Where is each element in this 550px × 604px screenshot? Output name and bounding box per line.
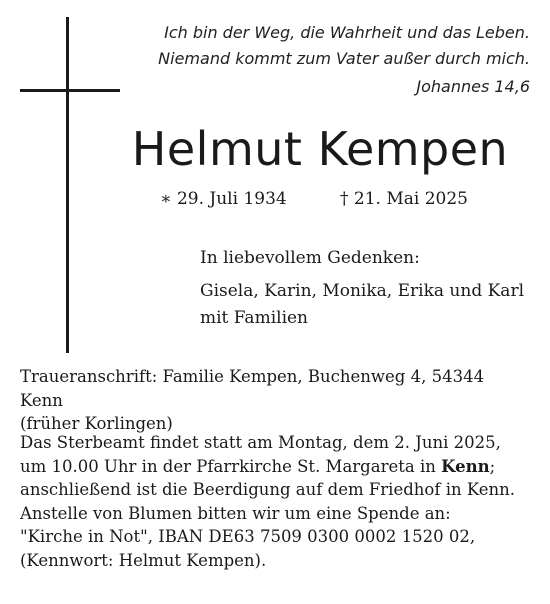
birth-date: ∗ 29. Juli 1934 [160, 189, 287, 209]
deceased-name: Helmut Kempen [131, 122, 509, 176]
mourning-address [20, 365, 530, 436]
memorial-heading: In liebevollem Gedenken: [200, 248, 420, 268]
donation-line-1: Anstelle von Blumen bitten wir um eine Spende an: [20, 503, 451, 523]
service-info [20, 431, 530, 572]
verse-line-2: Niemand kommt zum Vater außer durch mich. [158, 49, 530, 68]
mourners-line-2: mit Familien [200, 308, 309, 328]
funeral-line-2-text: um 10.00 Uhr in der Pfarrkirche St. Margareta in [20, 456, 442, 476]
cross-vertical-bar [66, 17, 69, 353]
death-date: † 21. Mai 2025 [340, 189, 468, 209]
address-line-1: Traueranschrift: Familie Kempen, Buchenweg 4, 54344 Kenn [20, 367, 485, 410]
verse-line-1: Ich bin der Weg, die Wahrheit und das Leben. [164, 23, 530, 42]
funeral-line-2 [20, 455, 530, 479]
funeral-location-bold: Kenn [441, 456, 490, 476]
donation-line-2: "Kirche in Not", IBAN DE63 7509 0300 0002 1520 02, [20, 527, 476, 546]
funeral-line-3: anschließend ist die Beerdigung auf dem Friedhof in Kenn. [20, 480, 515, 499]
donation-line-3: (Kennwort: Helmut Kempen). [20, 550, 267, 570]
memorial-block [200, 245, 530, 332]
funeral-line-1: Das Sterbeamt findet statt am Montag, dem 2. Juni 2025, [20, 433, 501, 452]
verse-reference: Johannes 14,6 [416, 77, 530, 96]
cross-horizontal-bar [20, 89, 120, 92]
mourners-line-1: Gisela, Karin, Monika, Erika und Karl [200, 281, 525, 301]
bible-verse [120, 20, 530, 100]
address-line-2: (früher Korlingen) [20, 414, 173, 433]
funeral-line-2-end: ; [489, 456, 496, 476]
